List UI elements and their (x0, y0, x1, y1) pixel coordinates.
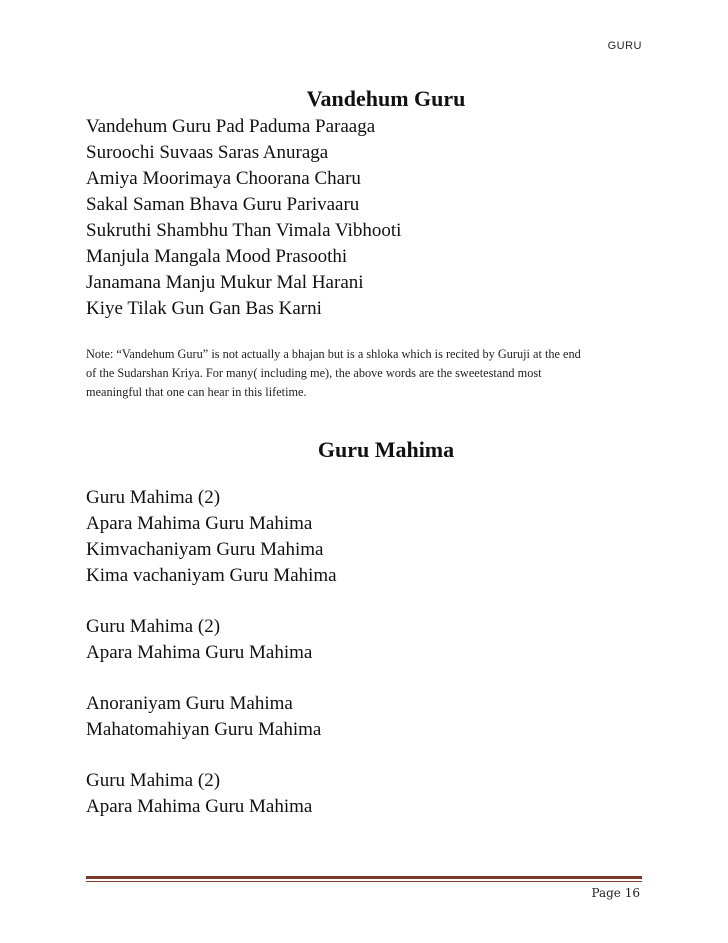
section-title-vandehum: Vandehum Guru (306, 86, 466, 111)
verse-line: Apara Mahima Guru Mahima (86, 796, 313, 817)
verse-line: Amiya Moorimaya Choorana Charu (86, 168, 361, 189)
note-line: meaningful that one can hear in this lifetime. (86, 385, 307, 399)
mahima-stanza-4 (86, 768, 646, 820)
section-title-guru-mahima: Guru Mahima (317, 437, 455, 462)
verse-line: Manjula Mangala Mood Prasoothi (86, 246, 348, 267)
verse-line: Guru Mahima (2) (86, 616, 221, 637)
verse-line: Suroochi Suvaas Saras Anuraga (86, 142, 329, 163)
running-header: GURU (607, 40, 642, 52)
verse-line: Guru Mahima (2) (86, 770, 221, 791)
verse-line: Anoraniyam Guru Mahima (86, 693, 293, 714)
verse-line: Kima vachaniyam Guru Mahima (86, 565, 337, 586)
page-content (86, 84, 646, 845)
note-line: of the Sudarshan Kriya. For many( including me), the above words are the sweetestand most (86, 366, 542, 380)
verse-line: Kimvachaniyam Guru Mahima (86, 539, 324, 560)
verse-line: Vandehum Guru Pad Paduma Paraaga (86, 116, 376, 137)
footer-divider-thin (86, 881, 642, 882)
footer-divider (86, 876, 642, 879)
verse-line: Sakal Saman Bhava Guru Parivaaru (86, 194, 360, 215)
verse-line: Apara Mahima Guru Mahima (86, 513, 313, 534)
mahima-stanza-1 (86, 485, 646, 589)
note-paragraph (86, 345, 646, 402)
page-number: Page 16 (591, 886, 640, 900)
verse-line: Kiye Tilak Gun Gan Bas Karni (86, 298, 322, 319)
verse-line: Janamana Manju Mukur Mal Harani (86, 272, 364, 293)
mahima-stanza-2 (86, 614, 646, 666)
mahima-stanza-3 (86, 691, 646, 743)
note-line: Note: “Vandehum Guru” is not actually a bhajan but is a shloka which is recited by Guruji at the end (86, 347, 581, 361)
verse-line: Mahatomahiyan Guru Mahima (86, 719, 322, 740)
vandehum-verse (86, 114, 646, 322)
verse-line: Guru Mahima (2) (86, 487, 221, 508)
verse-line: Apara Mahima Guru Mahima (86, 642, 313, 663)
verse-line: Sukruthi Shambhu Than Vimala Vibhooti (86, 220, 402, 241)
